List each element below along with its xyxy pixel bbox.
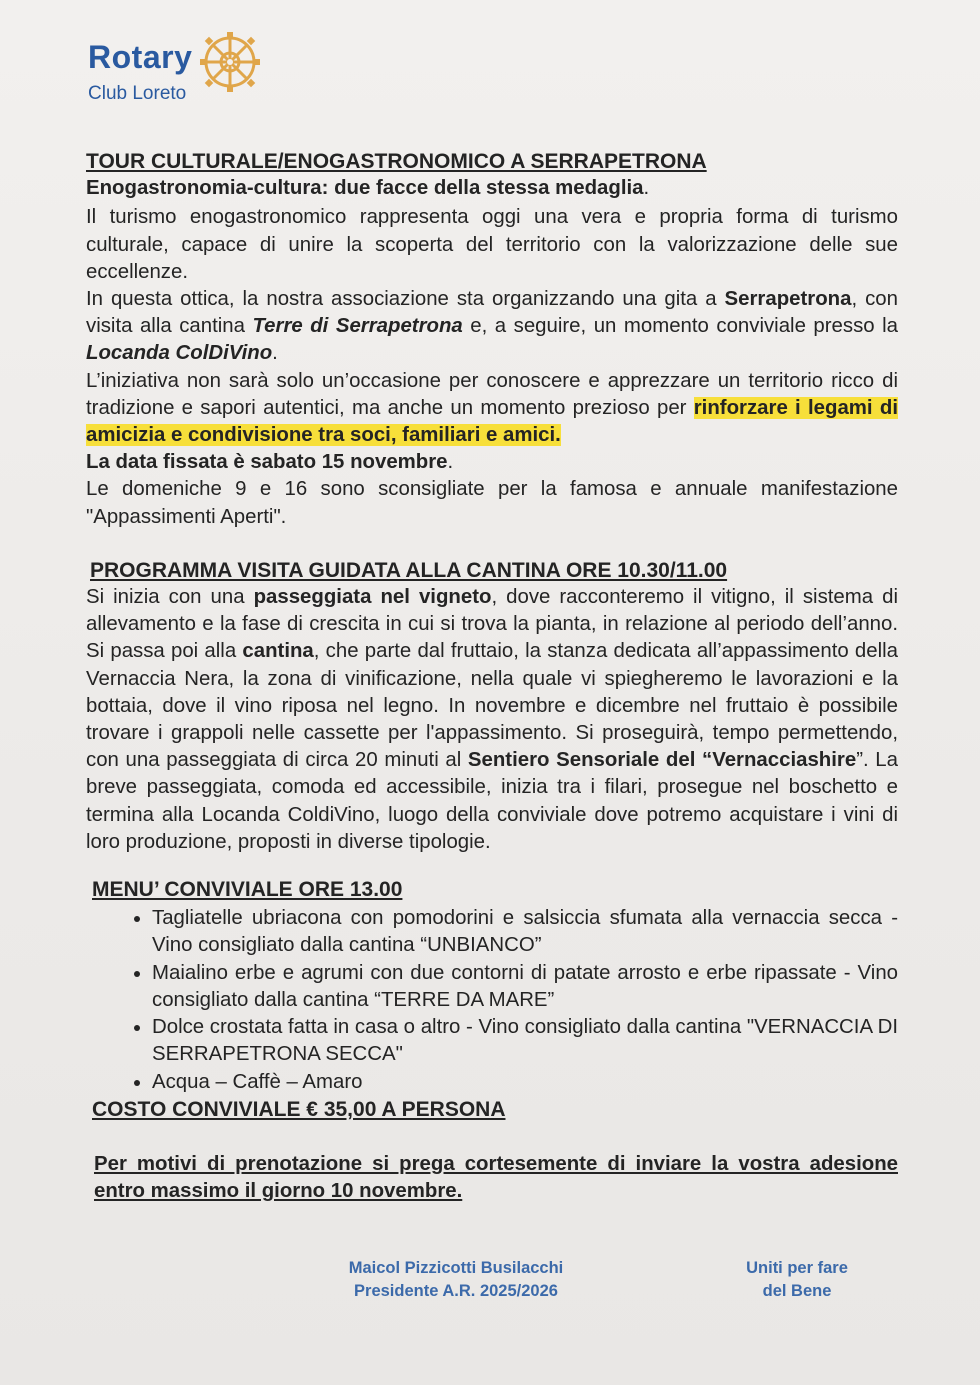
page-title: TOUR CULTURALE/ENOGASTRONOMICO A SERRAPETRONA bbox=[86, 150, 707, 173]
motto-line-1: Uniti per fare bbox=[746, 1259, 848, 1277]
intro-paragraph-2: In questa ottica, la nostra associazione sta organizzando una gita a Serrapetrona, con visita alla cantina Terre di Serrapetrona e, a seguire, un momento conviviale presso la Locanda ColDiVino. bbox=[86, 288, 898, 365]
menu-title: MENU’ CONVIVIALE ORE 13.00 bbox=[92, 878, 403, 902]
subtitle: Enogastronomia-cultura: due facce della stessa medaglia. bbox=[86, 177, 650, 200]
intro-paragraph-4: Le domeniche 9 e 16 sono sconsigliate per la famosa e annuale manifestazione "Appassimenti Aperti". bbox=[86, 478, 898, 528]
highlighted-text: rinforzare i legami di amicizia e condivisione tra soci, familiari e amici. bbox=[86, 396, 898, 447]
intro-paragraph-1: Il turismo enogastronomico rappresenta oggi una vera e propria forma di turismo culturale, capace di unire la scoperta del territorio con la valorizzazione delle sue eccellenze. bbox=[86, 206, 898, 283]
menu-item: • Maialino erbe e agrumi con due contorni di patate arrosto e erbe ripassate - Vino consigliato dalla cantina “TERRE DA MARE” bbox=[152, 960, 898, 1014]
menu-item: • Tagliatelle ubriacona con pomodorini e salsiccia sfumata alla vernaccia secca - Vino consigliato dalla cantina “UNBIANCO” bbox=[152, 905, 898, 959]
event-date: La data fissata è sabato 15 novembre. bbox=[86, 451, 454, 474]
menu-cost: COSTO CONVIVIALE € 35,00 A PERSONA bbox=[92, 1097, 506, 1121]
rotary-wheel-icon bbox=[198, 30, 262, 94]
menu-item: • Dolce crostata fatta in casa o altro - Vino consigliato dalla cantina "VERNACCIA DI SERRAPETRONA SECCA" bbox=[152, 1014, 898, 1068]
president-name: Maicol Pizzicotti Busilacchi bbox=[348, 1259, 564, 1277]
rotary-logo bbox=[88, 40, 192, 106]
intro-paragraph-3: L’iniziativa non sarà solo un’occasione per conoscere e apprezzare un territorio ricco di tradizione e sapori autentici, ma anche un momento prezioso per rinforzare i legami di amicizia e condivisione tra soci, familiari e amici. bbox=[86, 369, 898, 447]
booking-notice: Per motivi di prenotazione si prega cortesemente di inviare la vostra adesione entro massimo il giorno 10 novembre. bbox=[94, 1152, 898, 1203]
program-title: PROGRAMMA VISITA GUIDATA ALLA CANTINA ORE 10.30/11.00 bbox=[90, 558, 728, 582]
menu-item: • Acqua – Caffè – Amaro bbox=[152, 1069, 898, 1096]
program-description: Si inizia con una passeggiata nel vigneto, dove racconteremo il vitigno, il sistema di allevamento e la fase di crescita in cui si trova la pianta, in relazione al periodo dell’anno. Si passa poi alla cantina, che parte dal fruttaio, la stanza dedicata all’appassimento della Vernaccia Nera, la zona di vinificazione, nella quale vi spiegheremo le lavorazioni e la bottaia, dove il vino riposa nel legno. In novembre e dicembre nel fruttaio è possibile trovare i grappoli nelle cassette per l'appassimento. Si proseguirà, tempo permettendo, con una passeggiata di circa 20 minuti al Sentiero Sensoriale del “Vernacciashire”. La breve passeggiata, comoda ed accessibile, inizia tra i filari, prosegue nel boschetto e termina alla Locanda ColdiVino, luogo della conviviale dove potremo acquistare i vini di loro produzione, proposti in diverse tipologie. bbox=[86, 586, 899, 853]
document-body bbox=[86, 148, 898, 1205]
president-role: Presidente A.R. 2025/2026 bbox=[354, 1282, 558, 1300]
logo-brand: Rotary bbox=[88, 39, 193, 75]
menu-list bbox=[86, 905, 898, 1095]
signature-block bbox=[316, 1257, 596, 1303]
logo-club-name: Club Loreto bbox=[88, 83, 187, 104]
motto-line-2: del Bene bbox=[762, 1282, 832, 1300]
motto-block bbox=[724, 1257, 870, 1303]
